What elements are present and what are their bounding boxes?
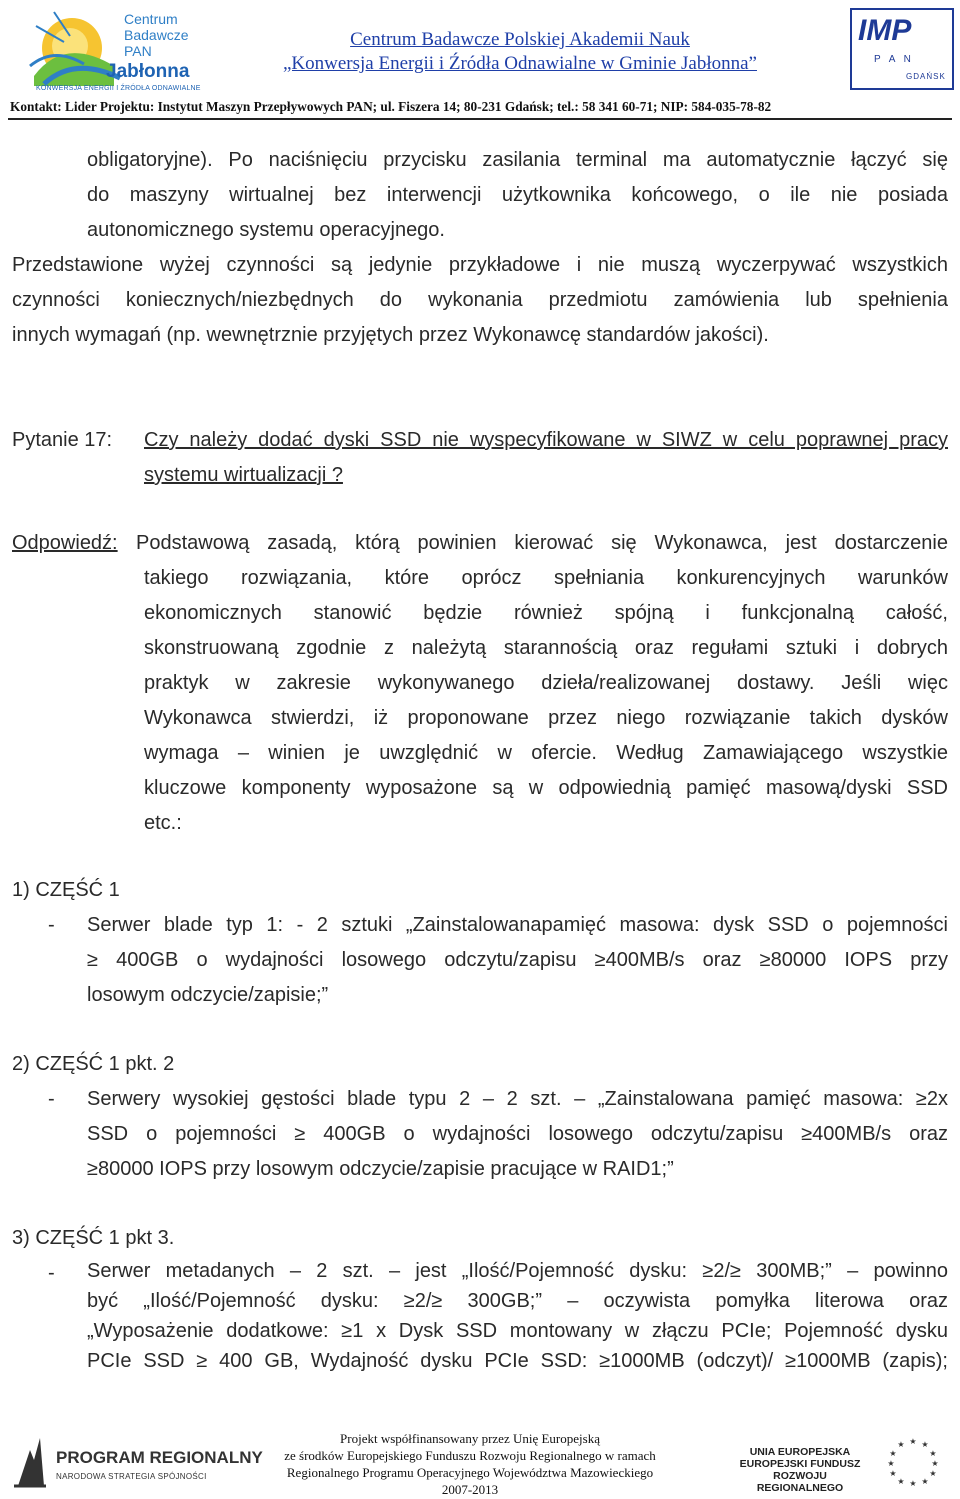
eu-line-3: ROZWOJU REGIONALNEGO [756,1470,844,1494]
imp-logo-pan: P A N [874,54,914,65]
section-1-line-1: Serwer blade typ 1: - 2 sztuki „Zainstalowanapamięć masowa: dysk SSD o pojemności [87,914,948,936]
footer-center-line-1: Projekt współfinansowany przez Unię Europejską [340,1431,600,1446]
eu-line-1: UNIA EUROPEJSKA [749,1446,851,1458]
imp-logo-text: IMP [858,14,912,47]
imp-pan-logo [850,8,954,90]
answer-line-8: kluczowe komponenty wyposażone są w odpowiednią pamięć masową/dyski SSD [144,777,948,799]
svg-text:★: ★ [889,1449,897,1458]
logo-text-centrum: Centrum [124,11,178,27]
section-2-heading: 2) CZĘŚĆ 1 pkt. 2 [12,1053,175,1075]
answer-line-6: Wykonawca stwierdzi, iż proponowane przez niego rozwiązanie takich dysków [144,707,948,729]
section-3-heading: 3) CZĘŚĆ 1 pkt 3. [12,1227,175,1249]
p1-line-2: do maszyny wirtualnej bez interwencji użytkownika końcowego, o ile nie posiada [87,184,948,206]
logo-text-tagline: KONWERSJA ENERGII I ŹRÓDŁA ODNAWIALNE [36,85,201,92]
svg-text:★: ★ [909,1479,917,1486]
section-3-line-2: być „Ilość/Pojemność dysku: ≥2/≥ 300GB;” – oczywista pomyłka literowa oraz [87,1290,948,1312]
section-1-bullet: - [48,914,55,936]
header-contact: Kontakt: Lider Projektu: Instytut Maszyn Przepływowych PAN; ul. Fiszera 14; 80-231 Gdańsk; tel.: 58 341 60-71; NIP: 584-035-78-82 [10,99,772,114]
answer-line-7: wymaga – winien je uwzględnić w ofercie. Według Zamawiającego wszystkie [144,742,948,764]
p2-line-1: Przedstawione wyżej czynności są jedynie przykładowe i nie muszą wyczerpywać wszystkich [12,254,948,276]
section-1-line-2: ≥ 400GB o wydajności losowego odczytu/zapisu ≥400MB/s oraz ≥80000 IOPS przy [87,949,948,971]
section-3-bullet: - [48,1262,55,1284]
svg-text:★: ★ [921,1477,929,1486]
footer-center-line-2: ze środków Europejskiego Funduszu Rozwoju Regionalnego w ramach [284,1448,656,1463]
svg-text:★: ★ [897,1477,905,1486]
answer-line-9: etc.: [144,812,182,834]
question-line-2: systemu wirtualizacji ? [144,464,343,486]
answer-line-5: praktyk w zakresie wykonywanego dzieła/realizowanej dostawy. Jeśli więc [144,672,948,694]
logo-text-pan: PAN [124,43,152,59]
header-divider [8,118,952,120]
question-label: Pytanie 17: [12,429,113,451]
svg-text:★: ★ [929,1469,937,1478]
footer-funding-text [250,1430,690,1498]
program-regionalny-logo [10,1430,263,1494]
section-2-line-1: Serwery wysokiej gęstości blade typu 2 – 2 szt. – „Zainstalowana pamięć masowa: ≥2x [87,1088,948,1110]
answer-line-1: Podstawową zasadą, którą powinien kierować się Wykonawca, jest dostarczenie [136,532,948,554]
answer-line-4: skonstruowaną zgodnie z należytą starannością oraz regułami sztuki i dobrych [144,637,948,659]
header-title-line1: Centrum Badawcze Polskiej Akademii Nauk [350,29,690,50]
section-3-line-1: Serwer metadanych – 2 szt. – jest „Ilość/Pojemność dysku: ≥2/≥ 300MB;” – powinno [87,1260,948,1282]
svg-text:★: ★ [897,1440,905,1449]
header-title [250,28,790,76]
p1-line-1: obligatoryjne). Po naciśnięciu przycisku zasilania terminal ma automatycznie łączyć się [87,149,948,171]
logo-text-jablonna: Jabłonna [106,61,190,82]
footer-center-line-3: Regionalnego Programu Operacyjnego Województwa Mazowieckiego [286,1465,654,1480]
footer-center-line-4: 2007-2013 [441,1482,499,1497]
svg-text:★: ★ [931,1459,939,1468]
section-2-bullet: - [48,1088,55,1110]
svg-text:★: ★ [887,1459,895,1468]
section-3-line-3: „Wyposażenie dodatkowe: ≥1 x Dysk SSD montowany w złączu PCIe; Pojemność dysku [87,1320,948,1342]
eu-flag-icon [878,1436,948,1486]
program-regionalny-sub: NARODOWA STRATEGIA SPÓJNOŚCI [56,1472,207,1481]
imp-logo-city: GDAŃSK [906,72,946,81]
svg-text:★: ★ [889,1469,897,1478]
section-2-line-3: ≥80000 IOPS przy losowym odczycie/zapisie pracujące w RAID1;” [87,1158,674,1180]
answer-label: Odpowiedź: [12,532,118,554]
section-3-line-4: PCIe SSD ≥ 400 GB, Wydajność dysku PCIe SSD: ≥1000MB (odczyt)/ ≥1000MB (zapis); [87,1350,948,1372]
p1-line-3: autonomicznego systemu operacyjnego. [87,219,445,241]
section-1-line-3: losowym odczycie/zapisie;” [87,984,329,1006]
header-title-line2: „Konwersja Energii i Źródła Odnawialne w Gminie Jabłonna” [283,53,757,74]
svg-text:★: ★ [921,1440,929,1449]
answer-line-3: ekonomicznych stanowić będzie również spójną i funkcjonalną całość, [144,602,948,624]
svg-text:★: ★ [929,1449,937,1458]
eu-text [730,1446,870,1494]
question-line-1: Czy należy dodać dyski SSD nie wyspecyfikowane w SIWZ w celu poprawnej pracy [144,429,948,451]
svg-text:★: ★ [909,1437,917,1446]
answer-line-2: takiego rozwiązania, które oprócz spełniania konkurencyjnych warunków [144,567,948,589]
centrum-badawcze-logo [24,6,204,92]
eu-line-2: EUROPEJSKI FUNDUSZ [739,1458,861,1470]
program-regionalny-title: PROGRAM REGIONALNY [56,1448,263,1467]
logo-text-badawcze: Badawcze [124,27,189,43]
p2-line-2: czynności koniecznych/niezbędnych do wykonania przedmiotu zamówienia lub spełnienia [12,289,948,311]
section-1-heading: 1) CZĘŚĆ 1 [12,879,120,901]
section-2-line-2: SSD o pojemności ≥ 400GB o wydajności losowego odczytu/zapisu ≥400MB/s oraz [87,1123,948,1145]
p2-line-3: innych wymagań (np. wewnętrznie przyjętych przez Wykonawcę standardów jakości). [12,324,769,346]
regional-program-emblem-icon [10,1430,50,1490]
